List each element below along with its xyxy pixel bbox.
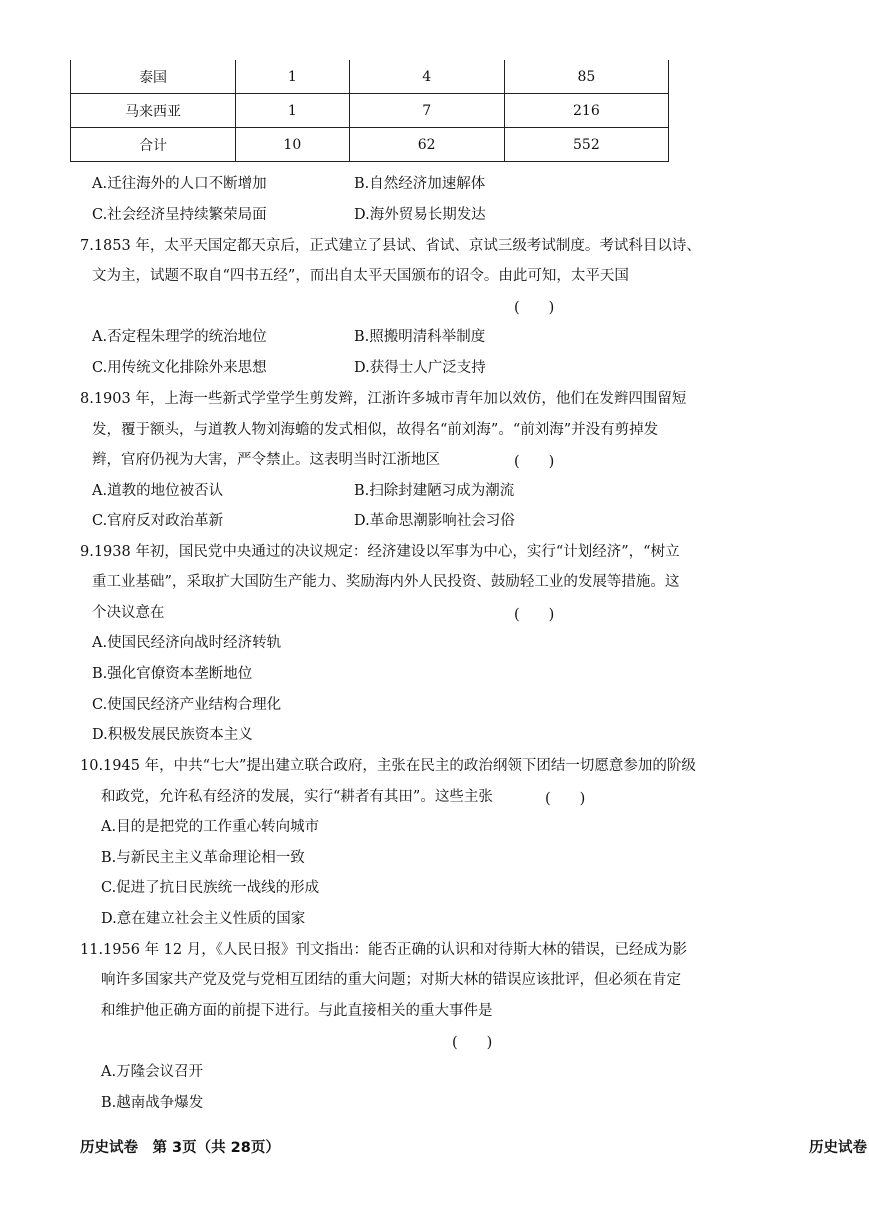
- q7-option-c: C.用传统文化排除外来思想: [92, 360, 267, 376]
- q10-option-b: B.与新民主主义革命理论相一致: [101, 850, 305, 866]
- footer-page-info: 历史试卷 第 3页（共 28页）: [80, 1140, 280, 1156]
- table-cell: 合计: [71, 128, 236, 162]
- q7-answer-paren: ( ): [514, 300, 555, 316]
- q9-stem-line: 重工业基础”，采取扩大国防生产能力、奖励海内外人民投资、鼓励轻工业的发展等措施。这: [92, 574, 680, 590]
- table-cell: 10: [236, 128, 349, 162]
- table-cell: 泰国: [71, 60, 236, 94]
- q9-option-b: B.强化官僚资本垄断地位: [92, 666, 253, 682]
- table-row: [71, 94, 669, 128]
- q9-option-d: D.积极发展民族资本主义: [92, 727, 253, 743]
- q10-stem-line: 10.1945 年，中共“七大”提出建立联合政府，主张在民主的政治纲领下团结一切愿意参加的阶级: [80, 758, 696, 774]
- q8-stem-line: 8.1903 年，上海一些新式学堂学生剪发辫，江浙许多城市青年加以效仿，他们在发辫四围留短: [80, 391, 687, 407]
- table-row: [71, 128, 669, 162]
- table-cell: 1: [236, 94, 349, 128]
- q8-option-b: B.扫除封建陋习成为潮流: [354, 483, 515, 499]
- table-cell: 4: [349, 60, 504, 94]
- q9-stem-line: 个决议意在: [92, 605, 165, 621]
- q11-stem-line: 响许多国家共产党及党与党相互团结的重大问题；对斯大林的错误应该批评，但必须在肯定: [101, 972, 681, 988]
- q7-stem-line: 文为主，试题不取自“四书五经”，而出自太平天国颁布的诏令。由此可知，太平天国: [92, 268, 629, 284]
- q9-option-a: A.使国民经济向战时经济转轨: [92, 635, 282, 651]
- q7-stem-line: 7.1853 年，太平天国定都天京后，正式建立了县试、省试、京试三级考试制度。考试科目以诗、: [80, 238, 701, 254]
- table-cell: 62: [349, 128, 504, 162]
- q6-option-a: A.迁往海外的人口不断增加: [92, 176, 267, 192]
- table-cell: 7: [349, 94, 504, 128]
- q11-stem-line: 和维护他正确方面的前提下进行。与此直接相关的重大事件是: [101, 1003, 493, 1019]
- q6-option-b: B.自然经济加速解体: [354, 176, 486, 192]
- data-table: [70, 60, 669, 162]
- q10-option-c: C.促进了抗日民族统一战线的形成: [101, 880, 320, 896]
- q8-stem-line: 发，覆于额头，与道教人物刘海蟾的发式相似，故得名“前刘海”。“前刘海”并没有剪掉发: [92, 422, 659, 438]
- q11-option-a: A.万隆会议召开: [101, 1064, 204, 1080]
- q8-answer-paren: ( ): [514, 454, 555, 470]
- q9-option-c: C.使国民经济产业结构合理化: [92, 697, 282, 713]
- q8-option-c: C.官府反对政治革新: [92, 513, 224, 529]
- q7-option-b: B.照搬明清科举制度: [354, 329, 486, 345]
- q6-option-c: C.社会经济呈持续繁荣局面: [92, 207, 267, 223]
- q11-option-b: B.越南战争爆发: [101, 1095, 204, 1111]
- q7-option-d: D.获得士人广泛支持: [354, 360, 486, 376]
- q6-option-d: D.海外贸易长期发达: [354, 207, 486, 223]
- footer-right-title: 历史试卷: [809, 1140, 867, 1156]
- q9-stem-line: 9.1938 年初，国民党中央通过的决议规定：经济建设以军事为中心，实行“计划经济”，“树立: [80, 544, 680, 560]
- q11-stem-line: 11.1956 年 12 月，《人民日报》刊文指出：能否正确的认识和对待斯大林的错误，已经成为影: [80, 942, 687, 958]
- q10-option-a: A.目的是把党的工作重心转向城市: [101, 819, 320, 835]
- q10-option-d: D.意在建立社会主义性质的国家: [101, 911, 306, 927]
- q9-answer-paren: ( ): [514, 607, 555, 623]
- q11-answer-paren: ( ): [452, 1035, 493, 1051]
- table-cell: 552: [504, 128, 668, 162]
- q10-answer-paren: ( ): [545, 791, 586, 807]
- q8-option-d: D.革命思潮影响社会习俗: [354, 513, 515, 529]
- q8-option-a: A.道教的地位被否认: [92, 483, 224, 499]
- q8-stem-line: 辫，官府仍视为大害，严令禁止。这表明当时江浙地区: [92, 452, 440, 468]
- table-cell: 1: [236, 60, 349, 94]
- q10-stem-line: 和政党，允许私有经济的发展，实行“耕者有其田”。这些主张: [101, 789, 493, 805]
- table-cell: 马来西亚: [71, 94, 236, 128]
- q7-option-a: A.否定程朱理学的统治地位: [92, 329, 267, 345]
- table-cell: 216: [504, 94, 668, 128]
- table-row: [71, 60, 669, 94]
- table-cell: 85: [504, 60, 668, 94]
